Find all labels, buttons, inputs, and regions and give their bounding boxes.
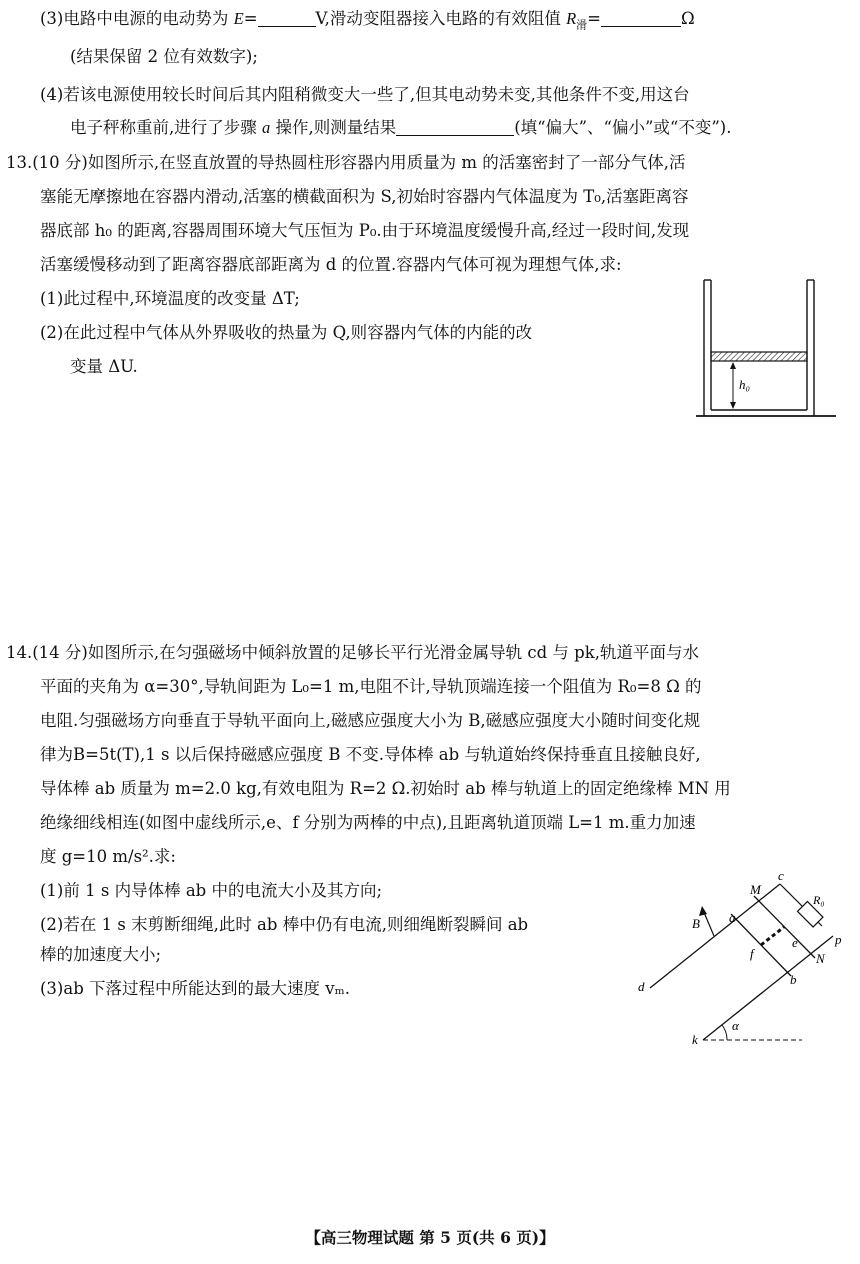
cylinder-piston-figure [690,276,840,426]
q14-line2: 平面的夹角为 α=30°,导轨间距为 L₀=1 m,电阻不计,导轨顶端连接一个阻值为 R₀=8 Ω 的 [40,677,702,696]
svg-text:k: k [692,1032,698,1047]
svg-text:b: b [790,972,797,987]
q14-line7: 度 g=10 m/s².求: [40,847,176,866]
q14-sub2: (2)若在 1 s 末剪断细绳,此时 ab 棒中仍有电流,则细绳断裂瞬间 ab [40,915,529,934]
q14-sub1: (1)前 1 s 内导体棒 ab 中的电流大小及其方向; [40,881,383,900]
q12-part4-line2: 电子秤称重前,进行了步骤 a 操作,则测量结果 (填“偏大”、“偏小”或“不变”). [70,118,732,137]
svg-text:B: B [692,916,700,931]
piston [711,352,807,361]
q13-line3: 器底部 h₀ 的距离,容器周围环境大气压恒为 P₀.由于环境温度缓慢升高,经过一段时间,发现 [40,221,690,240]
q12-part3-line2: (结果保留 2 位有效数字); [70,47,258,66]
q14-line3: 电阻.匀强磁场方向垂直于导轨平面向上,磁感应强度大小为 B,磁感应强度大小随时间变化规 [40,711,701,730]
svg-text:p: p [835,932,842,947]
svg-text:M: M [750,882,761,897]
q13-line4: 活塞缓慢移动到了距离容器底部距离为 d 的位置.容器内气体可视为理想气体,求: [40,255,622,274]
q14-line4: 律为B=5t(T),1 s 以后保持磁感应强度 B 不变.导体棒 ab 与轨道始终保持垂直且接触良好, [40,745,701,764]
page-footer: 【高三物理试题 第 5 页(共 6 页)】 [305,1228,555,1247]
svg-text:d: d [638,979,645,994]
q13-sub2: (2)在此过程中气体从外界吸收的热量为 Q,则容器内气体的内能的改 [40,323,533,342]
svg-text:N: N [816,951,825,966]
answer-blank-result[interactable] [396,135,514,136]
q14-sub2-cont: 棒的加速度大小; [40,945,162,964]
q13-sub2-cont: 变量 ΔU. [70,357,138,376]
h0-label: h₀ [739,377,751,392]
svg-text:α: α [732,1018,739,1033]
svg-text:a: a [729,910,736,925]
svg-text:f: f [750,946,754,961]
svg-text:R₀: R₀ [813,893,825,907]
q14-line5: 导体棒 ab 质量为 m=2.0 kg,有效电阻为 R=2 Ω.初始时 ab 棒与轨道上的固定绝缘棒 MN 用 [40,779,731,798]
q13-sub1: (1)此过程中,环境温度的改变量 ΔT; [40,289,300,308]
rail-cd [650,884,780,988]
q14-sub3: (3)ab 下落过程中所能达到的最大速度 vₘ. [40,979,350,998]
answer-blank-emf[interactable] [258,26,316,27]
svg-text:c: c [778,868,784,883]
svg-text:e: e [792,935,798,950]
answer-blank-resistance[interactable] [601,26,681,27]
q14-line6: 绝缘细线相连(如图中虚线所示,e、f 分别为两棒的中点),且距离轨道顶端 L=1 m.重力加速 [40,813,696,832]
q13-line1: 13.(10 分)如图所示,在竖直放置的导热圆柱形容器内用质量为 m 的活塞密封了一部分气体,活 [6,153,686,172]
q13-line2: 塞能无摩擦地在容器内滑动,活塞的横截面积为 S,初始时容器内气体温度为 T₀,活塞距离容 [40,187,689,206]
q14-line1: 14.(14 分)如图所示,在匀强磁场中倾斜放置的足够长平行光滑金属导轨 cd 与 pk,轨道平面与水 [6,643,699,662]
q12-part3-line1: (3)电路中电源的电动势为 E= V,滑动变阻器接入电路的有效阻值 $R_滑= \Omega$ [40,9,695,32]
q12-part4-line1: (4)若该电源使用较长时间后其内阻稍微变大一些了,但其电动势未变,其他条件不变,用这台 [40,85,690,104]
thread-ef [761,927,784,945]
inclined-rails-figure [630,868,840,1048]
